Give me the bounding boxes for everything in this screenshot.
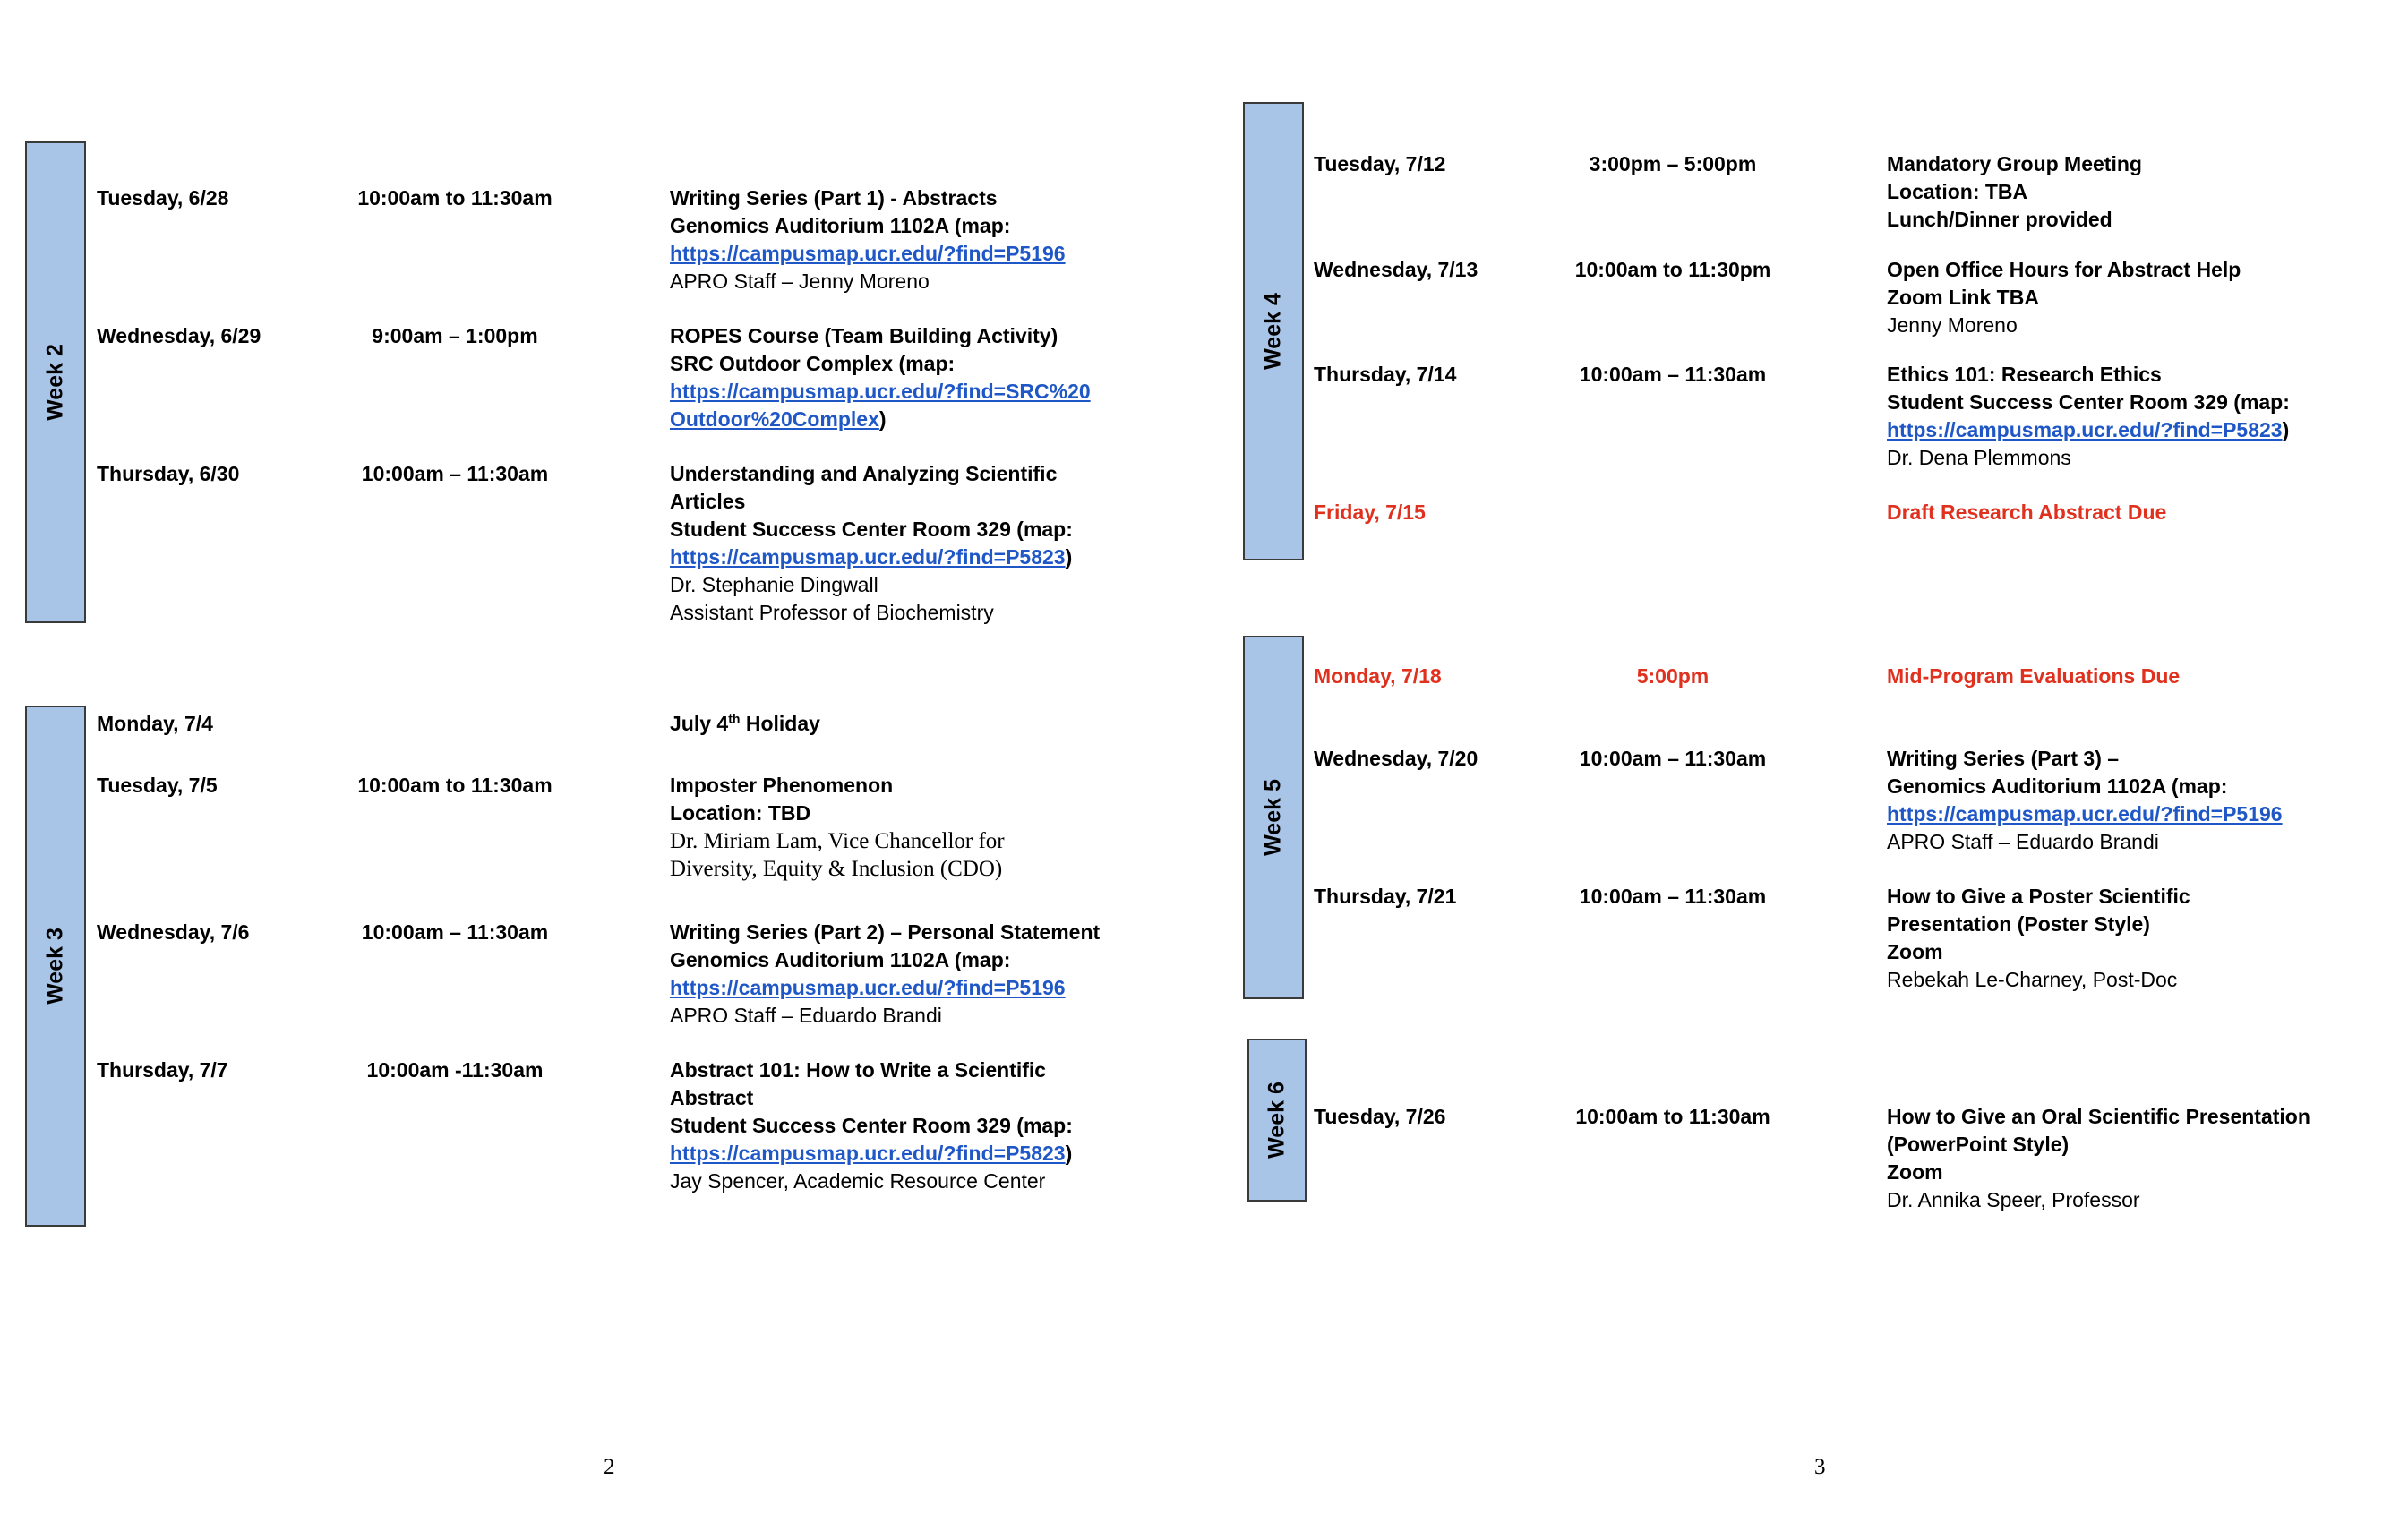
event-day: Tuesday, 7/26 [1314, 1105, 1446, 1128]
event-location: Zoom [1887, 1160, 1943, 1184]
event-day: Tuesday, 7/5 [97, 774, 218, 797]
event-time: 10:00am – 11:30am [1579, 747, 1767, 770]
event-location: Zoom Link TBA [1887, 286, 2039, 309]
event-title: ROPES Course (Team Building Activity) [670, 324, 1058, 347]
event-person: Rebekah Le-Charney, Post-Doc [1887, 968, 2178, 991]
event-time: 10:00am – 11:30am [1579, 363, 1767, 386]
event-day: Monday, 7/18 [1314, 664, 1442, 688]
event-time: 3:00pm – 5:00pm [1589, 152, 1757, 175]
event-location: Genomics Auditorium 1102A (map: [670, 948, 1011, 971]
event-title-continued: Presentation (Poster Style) [1887, 912, 2150, 936]
page-number-right: 3 [1814, 1455, 1826, 1479]
closing-paren: ) [1065, 545, 1073, 569]
event-person-role: Assistant Professor of Biochemistry [670, 601, 994, 624]
map-link[interactable]: https://campusmap.ucr.edu/?find=SRC%20 [670, 380, 1091, 403]
event-day: Thursday, 6/30 [97, 462, 240, 485]
week-6-label: Week 6 [1264, 1082, 1290, 1159]
event-day: Wednesday, 6/29 [97, 324, 261, 347]
week-5-sidebar [1243, 636, 1304, 999]
event-day: Monday, 7/4 [97, 712, 213, 735]
event-location: Zoom [1887, 940, 1943, 963]
event-title: Mandatory Group Meeting [1887, 152, 2142, 175]
event-person: Dr. Annika Speer, Professor [1887, 1188, 2140, 1211]
event-title: Writing Series (Part 1) - Abstracts [670, 186, 998, 210]
event-time: 10:00am to 11:30am [1575, 1105, 1770, 1128]
closing-paren: ) [2282, 418, 2290, 441]
event-time: 5:00pm [1636, 664, 1710, 688]
event-title-continued: (PowerPoint Style) [1887, 1133, 2070, 1156]
event-time: 10:00am -11:30am [366, 1058, 544, 1082]
event-location: Student Success Center Room 329 (map: [670, 518, 1073, 541]
event-title: Imposter Phenomenon [670, 774, 894, 797]
event-person: APRO Staff – Eduardo Brandi [1887, 830, 2159, 853]
event-person: Jenny Moreno [1887, 313, 2018, 337]
event-title-continued: Abstract [670, 1086, 754, 1109]
map-link-continued[interactable]: Outdoor%20Complex [670, 407, 879, 431]
event-location: Genomics Auditorium 1102A (map: [1887, 774, 2228, 798]
event-title: Open Office Hours for Abstract Help [1887, 258, 2241, 281]
event-title: How to Give an Oral Scientific Presentation [1887, 1105, 2310, 1128]
event-person: Dr. Miriam Lam, Vice Chancellor for [670, 829, 1005, 853]
event-location: Location: TBD [670, 801, 811, 825]
map-link[interactable]: https://campusmap.ucr.edu/?find=P5823 [1887, 418, 2283, 441]
week-3-label: Week 3 [42, 928, 68, 1005]
event-day: Wednesday, 7/13 [1314, 258, 1478, 281]
event-time: 10:00am – 11:30am [361, 462, 549, 485]
event-location: Location: TBA [1887, 180, 2028, 203]
event-location: Student Success Center Room 329 (map: [1887, 390, 2290, 414]
event-day: Tuesday, 6/28 [97, 186, 229, 210]
deadline-title: Draft Research Abstract Due [1887, 500, 2167, 524]
event-day: Wednesday, 7/20 [1314, 747, 1478, 770]
event-day: Wednesday, 7/6 [97, 920, 250, 944]
event-person: APRO Staff – Jenny Moreno [670, 270, 930, 293]
week-4-label: Week 4 [1260, 293, 1286, 370]
map-link[interactable]: https://campusmap.ucr.edu/?find=P5823 [670, 545, 1066, 569]
event-location: SRC Outdoor Complex (map: [670, 352, 956, 375]
event-title: July 4th Holiday [670, 711, 820, 735]
event-title: Writing Series (Part 3) – [1887, 747, 2120, 770]
event-time: 10:00am to 11:30am [357, 774, 553, 797]
event-time: 10:00am – 11:30am [1579, 885, 1767, 908]
event-person: Dr. Stephanie Dingwall [670, 573, 878, 596]
week-3-sidebar [25, 706, 86, 1227]
event-title: Abstract 101: How to Write a Scientific [670, 1058, 1047, 1082]
event-day: Tuesday, 7/12 [1314, 152, 1446, 175]
event-title: Writing Series (Part 2) – Personal Statement [670, 920, 1101, 944]
event-time: 9:00am – 1:00pm [372, 324, 538, 347]
event-location: Student Success Center Room 329 (map: [670, 1114, 1073, 1137]
week-2-sidebar [25, 141, 86, 623]
map-link[interactable]: https://campusmap.ucr.edu/?find=P5196 [670, 976, 1066, 999]
closing-paren: ) [878, 407, 887, 431]
event-title: How to Give a Poster Scientific [1887, 885, 2190, 908]
map-link[interactable]: https://campusmap.ucr.edu/?find=P5823 [670, 1142, 1066, 1165]
week-2-label: Week 2 [42, 344, 68, 421]
deadline-title: Mid-Program Evaluations Due [1887, 664, 2181, 688]
event-note: Lunch/Dinner provided [1887, 208, 2112, 231]
event-day: Thursday, 7/14 [1314, 363, 1457, 386]
event-title: Ethics 101: Research Ethics [1887, 363, 2162, 386]
event-person: Dr. Dena Plemmons [1887, 446, 2071, 469]
closing-paren: ) [1065, 1142, 1073, 1165]
week-5-label: Week 5 [1260, 779, 1286, 856]
event-time: 10:00am – 11:30am [361, 920, 549, 944]
event-time: 10:00am to 11:30pm [1574, 258, 1771, 281]
event-person: Jay Spencer, Academic Resource Center [670, 1169, 1046, 1193]
event-title: Understanding and Analyzing Scientific [670, 462, 1058, 485]
event-person-continued: Diversity, Equity & Inclusion (CDO) [670, 857, 1003, 881]
event-title-continued: Articles [670, 490, 746, 513]
event-day: Friday, 7/15 [1314, 500, 1426, 524]
week-6-sidebar [1247, 1039, 1307, 1202]
map-link[interactable]: https://campusmap.ucr.edu/?find=P5196 [1887, 802, 2283, 826]
page-number-left: 2 [604, 1455, 615, 1479]
event-time: 10:00am to 11:30am [357, 186, 553, 210]
week-4-sidebar [1243, 102, 1304, 560]
event-day: Thursday, 7/21 [1314, 885, 1457, 908]
event-person: APRO Staff – Eduardo Brandi [670, 1004, 942, 1027]
event-location: Genomics Auditorium 1102A (map: [670, 214, 1011, 237]
event-day: Thursday, 7/7 [97, 1058, 228, 1082]
map-link[interactable]: https://campusmap.ucr.edu/?find=P5196 [670, 242, 1066, 265]
